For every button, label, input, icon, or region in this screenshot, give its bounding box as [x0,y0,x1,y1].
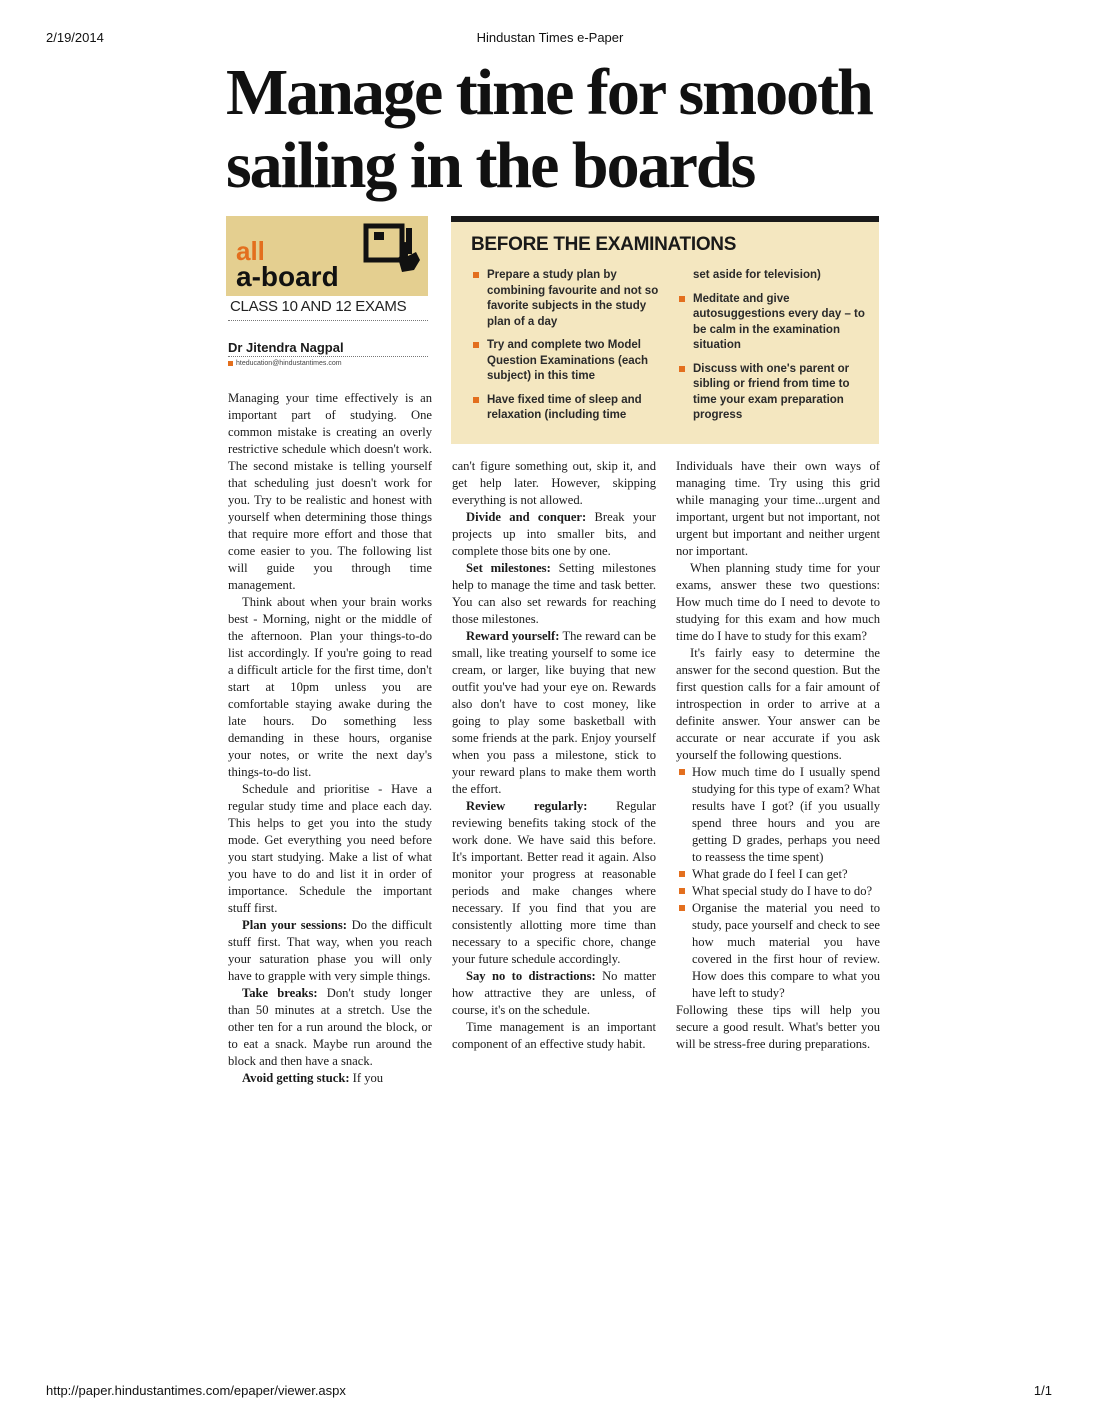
paragraph: Managing your time effectively is an important part of studying. One common mistake is creating an overly restrictive schedule which doesn't work. The second mistake is telling yourself that scheduling just doesn't work for you. Try to be realistic and honest with yourself when determining those things that require more effort and those that come easier to you. The following list will guide you through time management. [228,391,432,592]
headline-line-1: Manage time for smooth [226,56,872,129]
list-item: What grade do I feel I can get? [676,866,880,883]
byline: Dr Jitendra Nagpal [228,340,344,355]
subhead: Say no to distractions: [466,969,596,983]
paragraph: Schedule and prioritise - Have a regular study time and place each day. This helps to get you into the study mode. Get everything you need before you start studying. Make a list of what you have to do and list it in order of importance. Schedule the important stuff first. [228,782,432,915]
body-column-3 [676,458,880,1053]
brand-aboard: a-board [236,261,339,292]
paragraph [452,628,656,798]
subhead: Avoid getting stuck: [242,1071,350,1085]
sidebar-item: Discuss with one's parent or sibling or friend from time to time your exam preparation progress [677,362,867,424]
author-email [228,360,342,367]
sidebar-item: Have fixed time of sleep and relaxation (including time [471,393,661,424]
paragraph: Think about when your brain works best - Morning, night or the middle of the afternoon. Plan your things-to-do list accordingly. If you're going to read a difficult article for the first time, don't start at 10pm unless you are comfortable staying awake during the late hours. Do something less demanding in these hours, organise your notes, or write the next day's things-to-do list. [228,595,432,779]
print-url: http://paper.hindustantimes.com/epaper/viewer.aspx [46,1383,346,1398]
paragraph-text: The reward can be small, like treating yourself to some ice cream, or larger, like buying that new outfit you've had your eye on. Rewards also don't have to cost money, like going to play some basketball with some friends at the park. Enjoy yourself when you pass a milestone, stick to your reward plans to make them worth the effort. [452,629,656,796]
paragraph: Individuals have their own ways of managing time. Try using this grid while managing your time...urgent and important, urgent but not important, not urgent but important and neither urgent nor important. [676,459,880,558]
sidebar-item: Meditate and give autosuggestions every day – to be calm in the examination situation [677,292,867,354]
author-email-text: hteducation@hindustantimes.com [236,360,342,367]
paragraph: Time management is an important component of an effective study habit. [452,1020,656,1051]
subhead: Plan your sessions: [242,918,347,932]
body-column-1 [228,390,432,1087]
print-page-number: 1/1 [1033,1383,1052,1398]
sidebar-box [451,216,879,444]
paragraph-text: If you [349,1071,384,1085]
paragraph: It's fairly easy to determine the answer for the second question. But the first question calls for a fair amount of introspection in order to arrive at a definite answer. Your answer can be accurate or near accurate if you ask yourself the following questions. [676,646,880,762]
subhead: Set milestones: [466,561,551,575]
paragraph [452,509,656,560]
paragraph: When planning study time for your exams, answer these two questions: How much time do I need to devote to studying for this exam and how much time do I have to study for this exam? [676,561,880,643]
paragraph-text: No matter how attractive they are unless, of course, it's on the schedule. [452,969,656,1017]
sidebar-item: Prepare a study plan by combining favourite and not so favorite subjects in the study plan of a day [471,268,661,330]
sidebar-title: BEFORE THE EXAMINATIONS [471,234,737,255]
list-item: What special study do I have to do? [676,883,880,900]
body-column-2 [452,458,656,1053]
sidebar-column-2 [677,268,867,432]
list-item: Organise the material you need to study, pace yourself and check to see how much material you have covered in the first hour of review. How does this compare to what you have left to study? [676,900,880,1002]
print-title: Hindustan Times e-Paper [476,30,624,45]
paragraph: can't figure something out, skip it, and get help later. However, skipping everything is not allowed. [452,459,656,507]
paragraph [228,985,432,1070]
column-brand [226,216,428,296]
paragraph-text: Don't study longer than 50 minutes at a stretch. Use the other ten for a run around the block, or to eat a snack. Maybe run around the block and then have a snack. [228,986,432,1068]
paragraph [452,560,656,628]
paragraph: Following these tips will help you secure a good result. What's better you will be stress-free during preparations. [676,1003,880,1051]
sidebar-item: Try and complete two Model Question Examinations (each subject) in this time [471,338,661,385]
subhead: Take breaks: [242,986,318,1000]
paragraph-text: Break your projects up into smaller bits, and complete those bits one by one. [452,510,656,558]
headline [226,56,886,202]
paragraph [228,1070,432,1087]
divider [228,320,428,321]
list-item: How much time do I usually spend studying for this type of exam? What results have I got? (if you usually spend three hours and you are getting D grades, perhaps you need to reassess the time spent) [676,764,880,866]
headline-line-2: sailing in the boards [226,129,755,202]
print-date: 2/19/2014 [46,30,104,45]
subhead: Reward yourself: [466,629,560,643]
subhead: Divide and conquer: [466,510,587,524]
sidebar-column-1 [471,268,661,432]
sidebar-item-continued: set aside for television) [693,269,821,281]
subhead: Review regularly: [466,799,588,813]
paragraph [228,917,432,985]
brand-all: all [236,236,265,266]
paragraph-text: Setting milestones help to manage the time and task better. You can also set rewards for reaching those milestones. [452,561,656,626]
paragraph-text: Do the difficult stuff first. That way, when you reach your saturation phase you will only have to grapple with very simple things. [228,918,432,983]
section-label: CLASS 10 AND 12 EXAMS [230,298,407,315]
board-hand-icon [360,220,426,276]
bullet-icon [228,361,233,366]
paragraph [452,798,656,968]
paragraph-text: Regular reviewing benefits taking stock of the work done. We have said this before. It's important. Better read it again. Also monitor your progress at reasonable periods and make changes where necessary. If you find that you are consistently allotting more time than necessary to a specific chore, change your future schedule accordingly. [452,799,656,966]
paragraph [452,968,656,1019]
divider [228,356,428,357]
